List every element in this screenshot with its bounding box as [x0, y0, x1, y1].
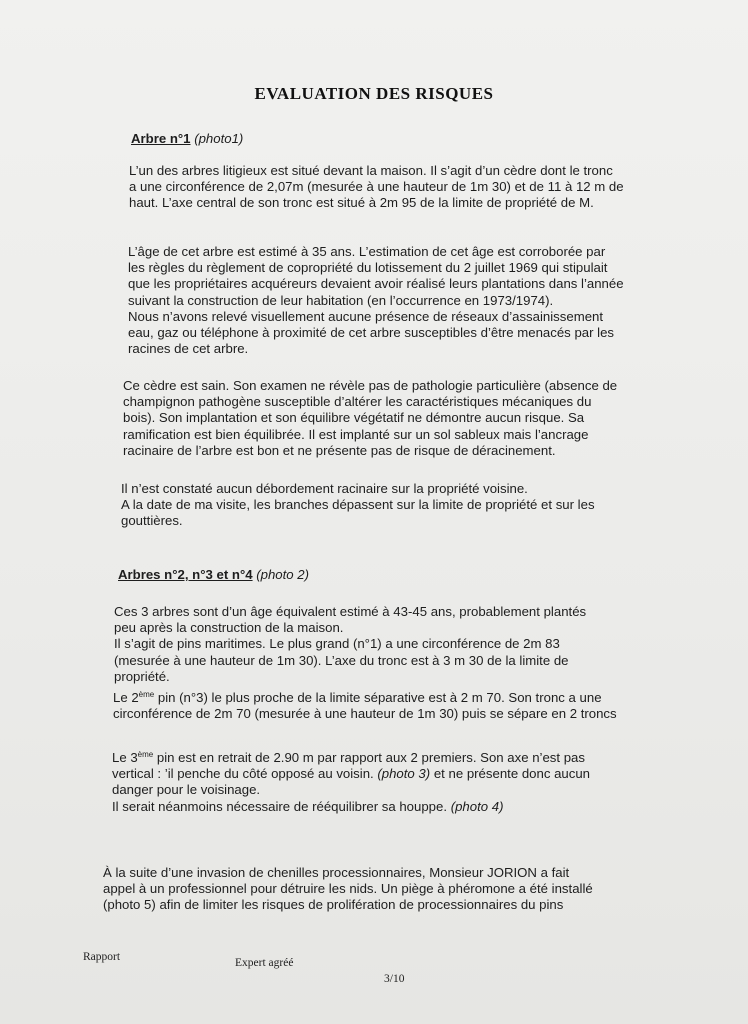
section-2-paragraph-4 — [103, 865, 593, 914]
page-title: EVALUATION DES RISQUES — [254, 84, 494, 103]
text-line: circonférence de 2m 70 (mesurée à une hauteur de 1m 30) puis se sépare en 2 troncs — [113, 706, 617, 722]
photo-ref: (photo 4) — [450, 798, 504, 814]
text-line: danger pour le voisinage. — [112, 782, 261, 798]
superscript: ème — [137, 750, 154, 759]
text-line: racinaire de l’arbre est bon et ne présente pas de risque de déracinement. — [123, 442, 556, 458]
section-1-heading-text: Arbre n°1 — [131, 131, 191, 146]
section-2-photo-ref: (photo 2) — [256, 567, 310, 582]
section-1-photo-ref: (photo1) — [194, 131, 244, 146]
section-2-paragraph-2 — [113, 690, 617, 722]
section-1-paragraph-1 — [129, 163, 624, 212]
text-fragment: vertical : ’il penche du côté opposé au voisin. — [112, 766, 378, 782]
section-1-heading — [131, 131, 243, 147]
text-fragment: pin (n°3) le plus proche de la limite séparative est à 2 m 70. Son tronc a une — [154, 690, 602, 705]
text-line: Nous n’avons relevé visuellement aucune présence de réseaux d’assainissement — [128, 308, 604, 324]
text-line: Il s’agit de pins maritimes. Le plus grand (n°1) a une circonférence de 2m 83 — [114, 636, 560, 652]
text-line: bois). Son implantation et son équilibre végétatif ne démontre aucun risque. Sa — [123, 410, 585, 426]
text-line: Ces 3 arbres sont d’un âge équivalent estimé à 43-45 ans, probablement plantés — [114, 604, 587, 619]
page-number: 3/10 — [384, 973, 405, 985]
text-line: racines de cet arbre. — [128, 341, 249, 357]
text-line: L’âge de cet arbre est estimé à 35 ans. L’estimation de cet âge est corroborée par — [128, 244, 606, 259]
text-fragment: Le 2 — [113, 690, 139, 705]
photo-ref: (photo 3) — [377, 766, 431, 782]
text-line: les règles du règlement de copropriété du lotissement du 2 juillet 1969 qui stipulait — [128, 260, 608, 276]
text-line: a une circonférence de 2,07m (mesurée à une hauteur de 1m 30) et de 11 à 12 m de — [129, 179, 624, 195]
text-line — [112, 799, 590, 815]
section-1-paragraph-3 — [123, 378, 617, 459]
text-line: Ce cèdre est sain. Son examen ne révèle pas de pathologie particulière (absence de — [123, 378, 618, 393]
footer-middle: Expert agréé — [235, 957, 294, 969]
section-1-paragraph-4 — [121, 481, 595, 530]
section-2-heading — [118, 567, 309, 583]
section-2-paragraph-1 — [114, 604, 586, 685]
text-line: eau, gaz ou téléphone à proximité de cet arbre susceptibles d’être menacés par les — [128, 325, 615, 341]
text-fragment: Il serait néanmoins nécessaire de rééquilibrer sa houppe. — [112, 798, 451, 814]
footer-left: Rapport — [83, 951, 121, 963]
text-line: (photo 5) afin de limiter les risques de prolifération de processionnaires du pins — [103, 897, 564, 913]
text-line: appel à un professionnel pour détruire les nids. Un piège à phéromone a été installé — [103, 881, 593, 897]
text-line: champignon pathogène susceptible d’altérer les caractéristiques mécaniques du — [123, 394, 592, 410]
text-line — [112, 766, 590, 782]
text-line: propriété. — [114, 668, 170, 684]
text-fragment: pin est en retrait de 2.90 m par rapport aux 2 premiers. Son axe n’est pas — [153, 750, 585, 765]
text-line — [112, 750, 590, 766]
text-line: que les propriétaires acquéreurs devaient avoir réalisé leurs plantations dans l’année — [128, 276, 624, 292]
text-line: (mesurée à une hauteur de 1m 30). L’axe du tronc est à 3 m 30 de la limite de — [114, 652, 569, 668]
text-line: L’un des arbres litigieux est situé devant la maison. Il s’agit d’un cèdre dont le tronc — [129, 163, 613, 178]
section-2-heading-text: Arbres n°2, n°3 et n°4 — [118, 567, 253, 582]
text-line: Il n’est constaté aucun débordement racinaire sur la propriété voisine. — [121, 481, 528, 496]
text-line: ramification est bien équilibrée. Il est implanté sur un sol sableux mais l’ancrage — [123, 426, 589, 442]
text-line: A la date de ma visite, les branches dépassent sur la limite de propriété et sur les — [121, 497, 595, 513]
text-line — [113, 690, 617, 706]
text-fragment: et ne présente donc aucun — [430, 766, 591, 782]
text-fragment: Le 3 — [112, 750, 138, 765]
text-line: peu après la construction de la maison. — [114, 620, 344, 636]
section-2-paragraph-3 — [112, 750, 590, 815]
text-line: À la suite d’une invasion de chenilles processionnaires, Monsieur JORION a fait — [103, 865, 570, 880]
section-1-paragraph-2 — [128, 244, 624, 357]
text-line: gouttières. — [121, 513, 183, 529]
text-line: haut. L’axe central de son tronc est situé à 2m 95 de la limite de propriété de M. — [129, 195, 594, 211]
text-line: suivant la construction de leur habitation (en l’occurrence en 1973/1974). — [128, 292, 554, 308]
superscript: ème — [138, 690, 155, 699]
